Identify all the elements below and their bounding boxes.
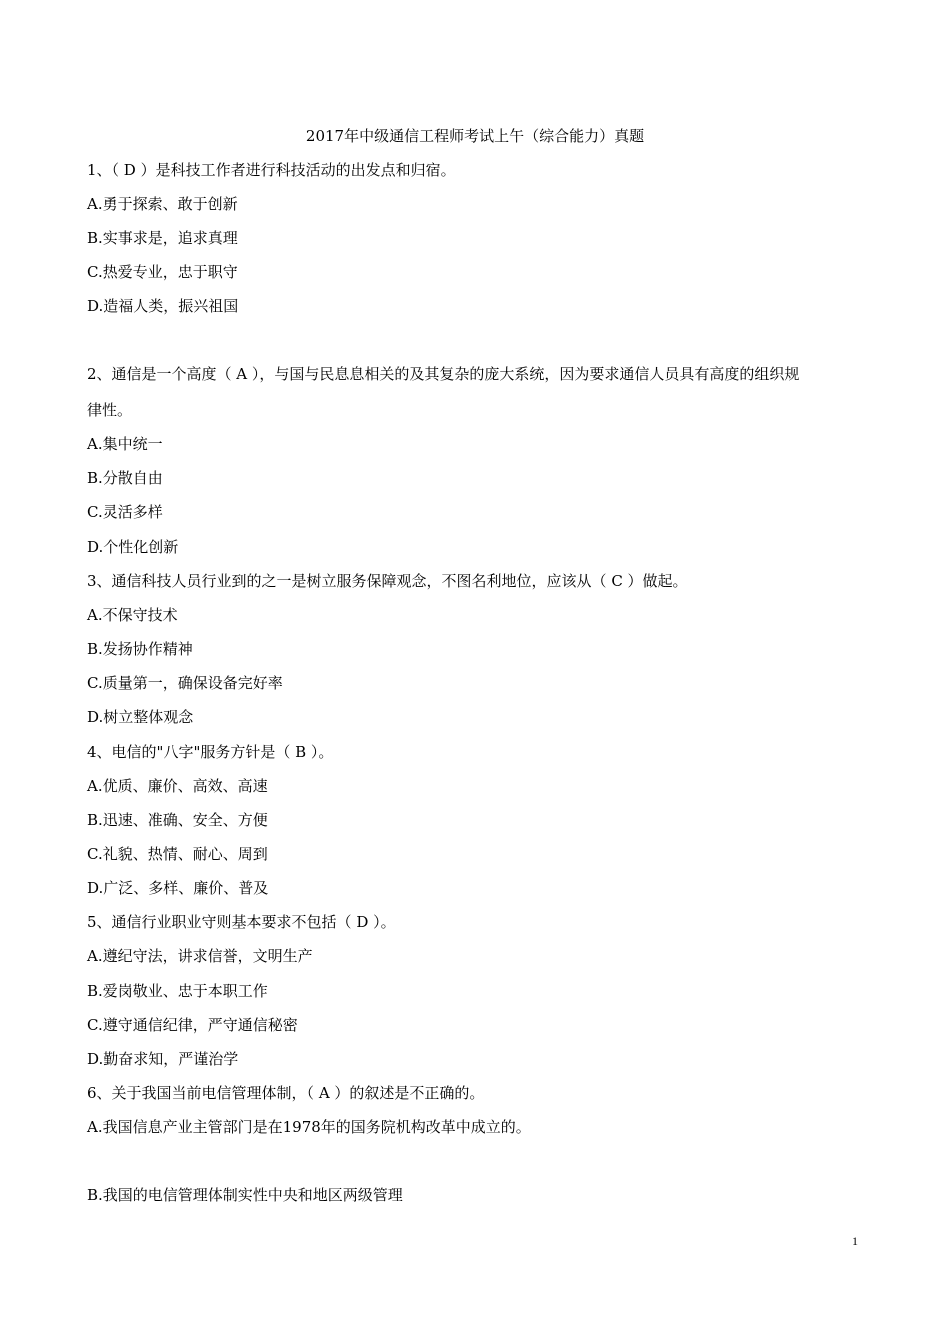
question-5: 5、通信行业职业守则基本要求不包括（ D ）。 (87, 913, 396, 931)
document-title: 2017年中级通信工程师考试上午（综合能力）真题 (305, 127, 645, 145)
q2-option-d: D.个性化创新 (87, 538, 179, 556)
q3-option-b: B.发扬协作精神 (87, 640, 193, 658)
question-6: 6、关于我国当前电信管理体制，（ A ）的叙述是不正确的。 (87, 1084, 485, 1102)
q4-option-a: A.优质、廉价、高效、高速 (87, 777, 268, 795)
q3-option-d: D.树立整体观念 (87, 708, 194, 726)
q4-option-b: B.迅速、准确、安全、方便 (87, 811, 268, 829)
q6-option-b: B.我国的电信管理体制实性中央和地区两级管理 (87, 1186, 403, 1204)
question-1: 1、（ D ）是科技工作者进行科技活动的出发点和归宿。 (87, 161, 456, 179)
q5-option-a: A.遵纪守法，讲求信誉，文明生产 (87, 947, 313, 965)
q1-option-a: A.勇于探索、敢于创新 (87, 195, 238, 213)
q4-option-c: C.礼貌、热情、耐心、周到 (87, 845, 268, 863)
q3-option-a: A.不保守技术 (87, 606, 178, 624)
page-number: 1 (852, 1234, 858, 1248)
q2-option-b: B.分散自由 (87, 469, 163, 487)
q5-option-d: D.勤奋求知，严谨治学 (87, 1050, 239, 1068)
q1-option-b: B.实事求是，追求真理 (87, 229, 238, 247)
question-4: 4、电信的"八字"服务方针是（ B ）。 (87, 743, 334, 761)
q5-option-b: B.爱岗敬业、忠于本职工作 (87, 982, 268, 1000)
q4-option-d: D.广泛、多样、廉价、普及 (87, 879, 269, 897)
q2-option-a: A.集中统一 (87, 435, 163, 453)
q3-option-c: C.质量第一，确保设备完好率 (87, 674, 283, 692)
q5-option-c: C.遵守通信纪律，严守通信秘密 (87, 1016, 298, 1034)
question-2-continued: 律性。 (87, 401, 133, 419)
q6-option-a: A.我国信息产业主管部门是在1978年的国务院机构改革中成立的。 (87, 1118, 531, 1136)
q1-option-c: C.热爱专业，忠于职守 (87, 263, 238, 281)
q2-option-c: C.灵活多样 (87, 503, 163, 521)
q1-option-d: D.造福人类，振兴祖国 (87, 297, 239, 315)
question-2: 2、通信是一个高度（ A ），与国与民息息相关的及其复杂的庞大系统，因为要求通信人员具有高度的组织规 (87, 365, 800, 383)
question-3: 3、通信科技人员行业到的之一是树立服务保障观念，不图名利地位，应该从（ C ）做起。 (87, 572, 688, 590)
